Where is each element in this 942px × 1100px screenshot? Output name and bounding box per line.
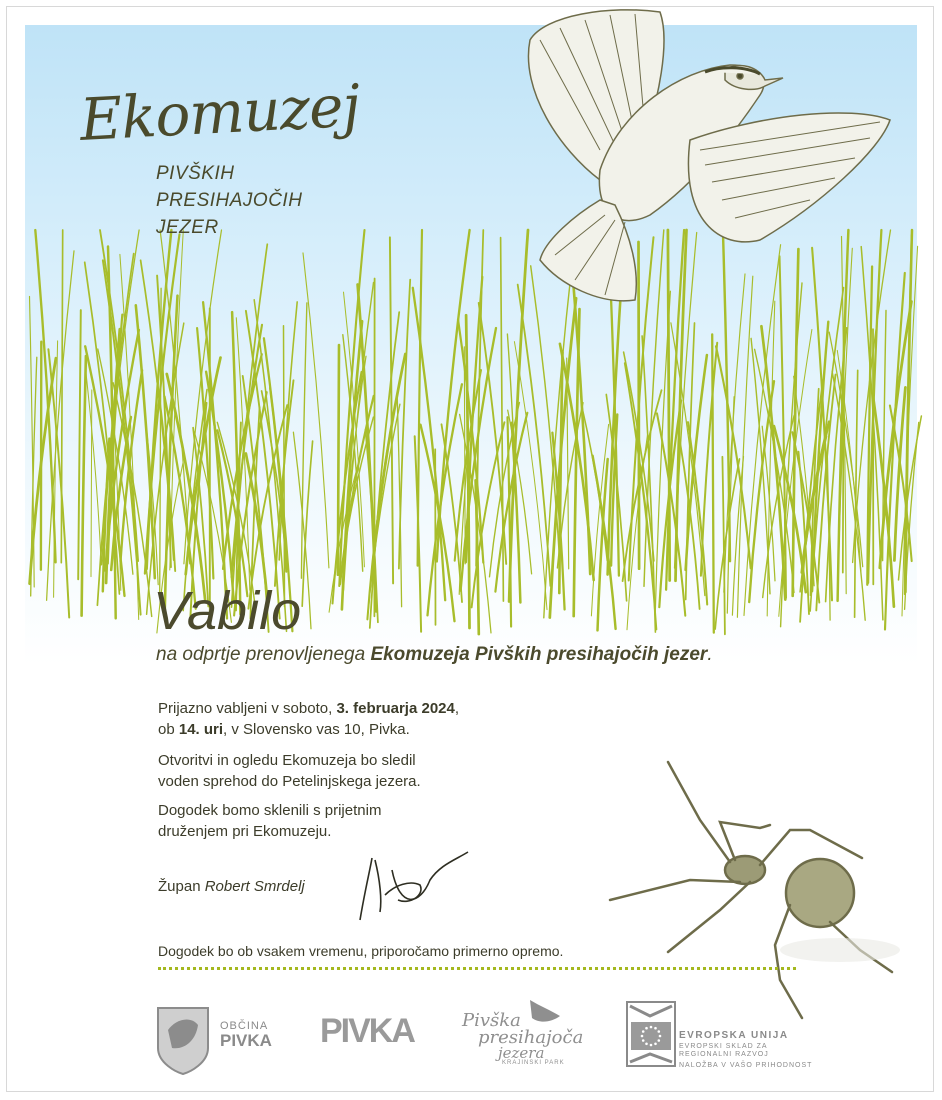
grass-blade [716,346,751,568]
grass-blade [843,378,844,573]
eu-star [654,1043,657,1046]
eu-star [650,1026,653,1029]
eu-label-line-2: EVROPSKI SKLAD ZA [679,1043,768,1050]
paragraph-walk [158,750,518,792]
spider-illustration [610,762,900,1018]
invitation-title: Vabilo [153,581,302,641]
p3-line-1: Dogodek bomo sklenili s prijetnim [158,802,382,819]
grass-blade [390,237,393,583]
grass-blade [574,309,580,616]
eu-star [658,1039,661,1042]
grass-blade [82,356,86,615]
logo-line-2: PRESIHAJOČIH [156,190,303,211]
grass-blade [668,230,670,581]
event-date: 3. februarja 2024 [336,700,455,717]
bird-illustration [528,10,890,301]
event-time: 14. uri [178,721,224,738]
invitation-subtitle [156,644,713,666]
eu-logo-block [627,1002,675,1066]
logo-line-1: PIVŠKIH [156,163,235,184]
mayor-name: Robert Smrdelj [204,878,305,895]
p1-text-d: , v Slovensko vas 10, Pivka. [223,721,410,738]
eu-star [645,1027,648,1030]
weather-note: Dogodek bo ob vsakem vremenu, priporočamo primerno opremo. [158,943,564,959]
eu-star [642,1039,645,1042]
eu-label-line-1: EVROPSKA UNIJA [679,1030,789,1041]
p1-text-c: ob [158,721,179,738]
subtitle-prefix: na odprtje prenovljenega [156,644,371,665]
eu-star [642,1030,645,1033]
p1-text-b: , [454,700,460,717]
park-logo-mark [530,1000,560,1022]
p1-text-a: Prijazno vabljeni v soboto, [158,700,337,717]
dotted-divider [158,967,796,970]
grass-blade [284,326,285,607]
eu-star [659,1035,662,1038]
paragraph-closing [158,800,518,842]
mayor-signature-line [158,878,305,895]
park-logo-line-1: Pivška [462,1010,521,1031]
paragraph-date-location [158,698,518,740]
subtitle-museum-name: Ekomuzeja Pivških presihajočih jezer [370,644,708,665]
signature [360,852,468,920]
ekomuzej-logo-script: Ekomuzej [78,71,362,154]
p2-line-2: voden sprehod do Petelinjskega jezera. [158,773,421,790]
eu-label-line-4: NALOŽBA V VAŠO PRIHODNOST [679,1062,813,1069]
park-logo-line-4: KRAJINSKI PARK [502,1060,565,1066]
grass-blade [78,310,81,579]
grass-blade [712,334,714,632]
p2-line-1: Otvoritvi in ogledu Ekomuzeja bo sledil [158,752,416,769]
eu-star [645,1043,648,1046]
grass-illustration [30,230,922,634]
grass-blade [855,370,858,617]
p3-line-2: druženjem pri Ekomuzeju. [158,823,332,840]
eu-star [641,1035,644,1038]
eu-star [654,1027,657,1030]
obcina-label: OBČINA [220,1020,269,1032]
grass-blade [767,301,775,616]
grass-blade [47,251,74,600]
park-logo-line-2: presihajoča [478,1027,584,1048]
eu-label-line-3: REGIONALNI RAZVOJ [679,1051,769,1058]
pivka-wordmark: PIVKA [320,1012,414,1050]
grass-blade [885,273,905,630]
logo-line-3: JEZER [156,217,219,238]
obcina-pivka-crest [158,1008,208,1074]
eu-star [650,1044,653,1047]
grass-blade [338,345,339,575]
subtitle-suffix: . [707,644,713,665]
grass-blade [86,370,102,565]
grass-blade [418,230,422,566]
mayor-title: Župan [158,878,205,895]
eu-star [658,1030,661,1033]
park-logo-line-3: jezera [498,1044,545,1062]
ekomuzej-logo-subtitle [156,160,302,241]
obcina-name: PIVKA [220,1031,272,1050]
grass-blade [793,249,799,596]
